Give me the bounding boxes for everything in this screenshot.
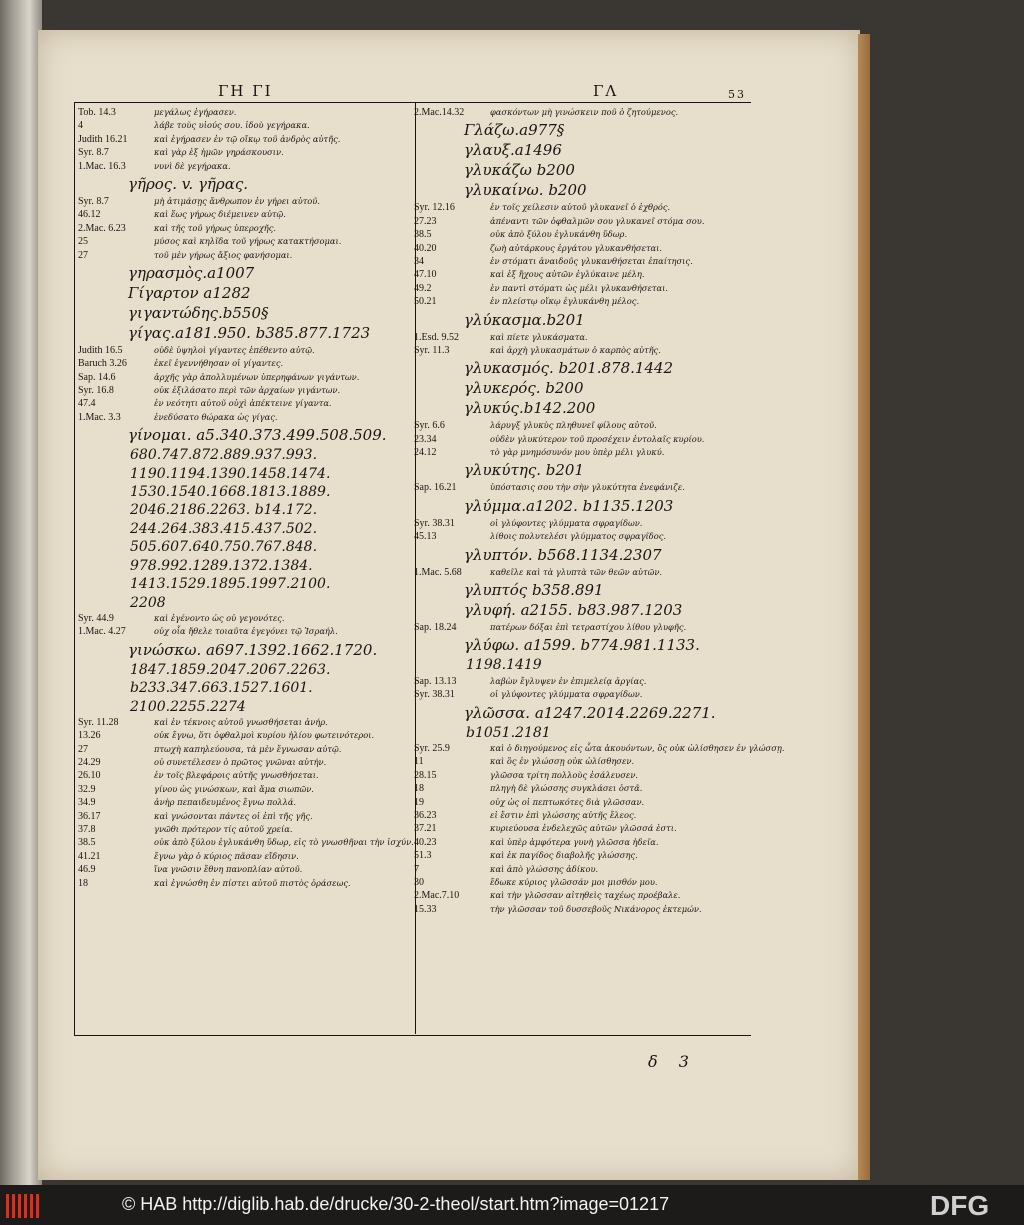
citation-reference: Syr. 25.9 [414,743,450,755]
citation-row [414,282,748,295]
citation-reference: Judith 16.5 [78,344,123,356]
citation-text: γνῶθι πρότερον τίς αὐτοῦ χρεία. [154,824,293,835]
citation-reference: 19 [414,796,424,808]
citation-reference: 23.34 [414,433,437,445]
citation-text: ἔγνω γὰρ ὁ κύριος πᾶσαν εἴδησιν. [154,850,299,861]
citation-text: οὐδὲν γλυκύτερον τοῦ προσέχειν ἐντολαῖς κυρίου. [490,433,705,444]
headword: γλυκύς.b142.200 [464,399,596,418]
citation-text: ἐν νεότητι αὐτοῦ οὐχὶ ἀπέκτεινε γίγαντα. [154,398,332,409]
reference-numbers: 2046.2186.2263. b14.172. [130,502,318,519]
citation-row [78,119,412,132]
signature-mark: δ 3 [648,1052,697,1071]
citation-text: πτωχὴ καπηλεύουσα, τὰ μὲν ἔγνωσαν αὐτῷ. [154,743,342,754]
citation-text: τὴν γλῶσσαν τοῦ δυσσεβοῦς Νικάνορος ἐκτεμών. [490,903,702,914]
citation-text: οὐχ ὡς οἱ πεπτωκότες διὰ γλῶσσαν. [490,796,645,807]
citation-row [78,195,412,208]
citation-reference: 36.17 [78,810,101,822]
citation-reference: 37.21 [414,823,437,835]
citation-row [414,344,748,357]
citation-reference: 37.8 [78,824,96,836]
headword: γλυπτόν. b568.1134.2307 [464,545,662,564]
citation-text: καὶ γνώσονται πάντες οἱ ἐπὶ τῆς γῆς. [154,810,313,821]
reference-numbers: b1051.2181 [466,724,551,741]
citation-reference: 24.29 [78,757,101,769]
headword: γλαυξ.a1496 [464,141,562,160]
citation-text: πληγὴ δὲ γλώσσης συγκλάσει ὀστᾶ. [490,783,643,794]
headword: Γίγαρτον a1282 [128,283,251,302]
citation-reference: Syr. 12.16 [414,202,455,214]
headword: γλυκάζω b200 [464,161,575,180]
headword: γίγας.a181.950. b385.877.1723 [128,323,371,342]
citation-row [78,810,412,823]
headword: Γλάζω.a977§ [464,121,565,140]
citation-reference: Baruch 3.26 [78,358,127,370]
citation-text: οἱ γλύφοντες γλύμματα σφραγίδων. [490,689,643,700]
citation-text: τοῦ μὲν γήρως ἄξιος φανήσομαι. [154,249,293,260]
citation-reference: 1.Mac. 16.3 [78,160,126,172]
reference-numbers: 244.264.383.415.437.502. [130,520,318,537]
citation-reference: 38.5 [414,229,432,241]
citation-reference: 1.Mac. 4.27 [78,626,126,638]
citation-row [78,397,412,410]
page-number: 53 [728,88,746,101]
citation-text: κυριεύουσα ἐνδελεχῶς αὐτῶν γλῶσσά ἐστι. [490,823,677,834]
citation-row [414,481,748,494]
citation-row [78,133,412,146]
citation-text: καὶ τῆς τοῦ γήρως ὑπεροχῆς. [154,222,277,233]
citation-reference: 34.9 [78,797,96,809]
citation-row [78,729,412,742]
reference-numbers: 978.992.1289.1372.1384. [130,557,313,574]
citation-reference: 1.Esd. 9.52 [414,331,459,343]
citation-text: καὶ ἐγένοντο ὡς οὐ γεγονότες. [154,612,285,623]
citation-text: οὐδὲ ὑψηλοὶ γίγαντες ἐπέθεντο αὐτῷ. [154,344,315,355]
citation-row [78,625,412,638]
citation-row [414,796,748,809]
citation-text: καὶ ἀπὸ γλώσσης ἀδίκου. [490,863,599,874]
citation-row [414,242,748,255]
library-logo-icon [6,1194,46,1218]
headword: γλυπτός b358.891 [464,581,604,600]
citation-reference: 51.3 [414,850,432,862]
headword: γιγαντώδης.b550§ [128,303,269,322]
citation-reference: 49.2 [414,282,432,294]
citation-row [414,517,748,530]
citation-reference: Syr. 11.3 [414,344,450,356]
reference-numbers: 1847.1859.2047.2067.2263. [130,661,331,678]
citation-reference: Syr. 11.28 [78,716,119,728]
citation-row [414,621,748,634]
citation-text: πατέρων δόξαι ἐπὶ τετραστίχου λίθου γλυφῆς. [490,622,687,633]
citation-text: ἀνὴρ πεπαιδευμένος ἔγνω πολλά. [154,797,297,808]
citation-row [78,612,412,625]
citation-text: ἐν πλείστῳ οἴκῳ ἐγλυκάνθη μέλος. [490,296,640,307]
citation-row [78,146,412,159]
citation-text: ἐνεδύσατο θώρακα ὡς γίγας. [154,411,278,422]
citation-reference: Syr. 38.31 [414,689,455,701]
citation-reference: 24.12 [414,447,437,459]
citation-text: καὶ τὴν γλῶσσαν αἰτηθεὶς ταχέως προέβαλε. [490,890,681,901]
citation-text: καὶ ὃς ἐν γλώσσῃ οὐκ ὠλίσθησεν. [490,756,635,767]
citation-reference: 46.12 [78,209,101,221]
citation-row [414,268,748,281]
citation-row [78,106,412,119]
citation-row [414,889,748,902]
citation-row [78,160,412,173]
citation-reference: 27 [78,743,88,755]
reference-numbers: b233.347.663.1527.1601. [130,680,313,697]
citation-reference: 18 [78,877,88,889]
footer-bar [0,1185,1024,1225]
citation-text: ἐν τοῖς βλεφάροις αὐτῆς γνωσθήσεται. [154,770,319,781]
citation-row [414,742,785,755]
citation-row [78,222,412,235]
citation-reference: 4 [78,120,83,132]
book-spine [0,0,42,1185]
headword: γλῶσσα. a1247.2014.2269.2271. [464,703,716,722]
citation-row [78,877,412,890]
citation-row [78,836,412,849]
citation-reference: 1.Mac. 3.3 [78,411,121,423]
citation-reference: Syr. 38.31 [414,517,455,529]
citation-row [78,344,412,357]
citation-row [414,849,748,862]
citation-text: οὐκ ἀπὸ ξύλου ἐγλυκάνθη ὕδωρ, εἰς τὸ γνωσθῆναι τὴν ἰσχύν. [154,837,414,848]
citation-reference: 15.33 [414,903,437,915]
citation-reference: 27.23 [414,215,437,227]
citation-row [414,863,748,876]
citation-reference: 1.Mac. 5.68 [414,566,462,578]
citation-reference: Syr. 8.7 [78,195,109,207]
citation-row [78,796,412,809]
citation-row [414,675,748,688]
citation-reference: 50.21 [414,296,437,308]
citation-row [78,756,412,769]
citation-row [78,208,412,221]
citation-row [78,235,412,248]
citation-text: λάρυγξ γλυκὺς πληθυνεῖ φίλους αὐτοῦ. [490,420,657,431]
headword: γλυφή. a2155. b83.987.1203 [464,601,683,620]
citation-reference: 27 [78,249,88,261]
citation-text: οὐκ ἐξιλάσατο περὶ τῶν ἀρχαίων γιγάντων. [154,385,341,396]
citation-text: γίνου ὡς γινώσκων, καὶ ἅμα σιωπῶν. [154,783,314,794]
citation-reference: Sap. 14.6 [78,371,116,383]
citation-row [414,433,748,446]
running-head-right: ΓΛ [593,82,619,100]
reference-numbers: 2100.2255.2274 [130,698,246,715]
citation-reference: 30 [414,876,424,888]
running-head-left: ΓΗ ΓΙ [218,82,273,100]
citation-reference: Sap. 16.21 [414,482,457,494]
citation-reference: Syr. 6.6 [414,420,445,432]
citation-text: καὶ ἐξ ἤχους αὐτῶν ἐγλύκαινε μέλη. [490,269,645,280]
citation-row [78,411,412,424]
citation-reference: Syr. 44.9 [78,612,114,624]
citation-reference: 47.4 [78,398,96,410]
citation-text: ζωὴ αὐτάρκους ἐργάτου γλυκανθήσεται. [490,242,663,253]
citation-reference: 40.20 [414,242,437,254]
citation-reference: 26.10 [78,770,101,782]
citation-text: ἐν τοῖς χείλεσιν αὐτοῦ γλυκανεῖ ὁ ἐχθρός. [490,202,671,213]
citation-row [414,228,748,241]
reference-numbers: 505.607.640.750.767.848. [130,539,318,556]
citation-reference: 7 [414,863,419,875]
citation-row [78,249,412,262]
citation-text: ἀρχῆς γὰρ ἀπολλυμένων ὑπερηφάνων γιγάντων. [154,371,360,382]
headword: γλύμμα.a1202. b1135.1203 [464,496,674,515]
citation-reference: Sap. 13.13 [414,675,457,687]
citation-row [78,783,412,796]
right-column [414,106,785,916]
citation-row [414,201,748,214]
citation-reference: 2.Mac.7.10 [414,890,460,902]
citation-row [78,716,412,729]
citation-row [414,215,748,228]
citation-text: ὑπόστασις σου τὴν σὴν γλυκύτητα ἐνεφάνιζε. [490,482,685,493]
citation-reference: 34 [414,255,424,267]
headword: γίνομαι. a5.340.373.499.508.509. [128,426,387,445]
citation-row [414,822,748,835]
citation-text: καὶ ἕως γήρως διέμεινεν αὐτῷ. [154,209,286,220]
citation-reference: 2.Mac. 6.23 [78,222,126,234]
citation-text: εἰ ἔστιν ἐπὶ γλώσσης αὐτῆς ἔλεος. [490,809,637,820]
citation-row [414,566,748,579]
citation-text: ἵνα γνῶσιν ἔθνη πανοπλίαν αὐτοῦ. [154,864,303,875]
citation-reference: 47.10 [414,269,437,281]
citation-row [78,863,412,876]
citation-text: ἐν παντὶ στόματι ὡς μέλι γλυκανθήσεται. [490,282,668,293]
citation-text: οἱ γλύφοντες γλύμματα σφραγίδων. [490,517,643,528]
page-edge [858,34,870,1180]
citation-row [414,688,748,701]
dfg-logo: DFG [930,1190,990,1221]
citation-text: καὶ ἀρχὴ γλυκασμάτων ὁ καρπὸς αὐτῆς. [490,344,661,355]
citation-text: νυνὶ δὲ γεγήρακα. [154,160,231,171]
citation-text: μὴ ἀτιμάσῃς ἄνθρωπον ἐν γήρει αὐτοῦ. [154,195,320,206]
headword: γῆρος. v. γῆρας. [128,174,249,193]
reference-numbers: 1190.1194.1390.1458.1474. [130,465,331,482]
citation-text: καὶ ὁ διηγούμενος εἰς ὦτα ἀκουόντων, ὃς οὐκ ὠλίσθησεν ἐν γλώσσῃ. [490,743,785,754]
citation-reference: 11 [414,756,424,768]
citation-text: ἔδωκε κύριος γλῶσσάν μοι μισθόν μου. [490,876,658,887]
headword: γηρασμὸς.a1007 [128,263,255,282]
reference-numbers: 680.747.872.889.937.993. [130,447,318,464]
citation-row [78,371,412,384]
reference-numbers: 1413.1529.1895.1997.2100. [130,576,331,593]
citation-text: μεγάλως ἐγήρασεν. [154,107,237,117]
citation-reference: Tob. 14.3 [78,107,116,118]
citation-row [414,106,748,119]
citation-row [414,836,748,849]
reference-numbers: 1198.1419 [466,657,542,674]
citation-row [78,743,412,756]
headword: γλύφω. a1599. b774.981.1133. [464,636,700,655]
citation-text: καὶ πίετε γλυκάσματα. [490,331,588,342]
citation-text: οὐ συνετέλεσεν ὁ πρῶτος γνῶναι αὐτήν. [154,757,327,768]
citation-reference: 2.Mac.14.32 [414,107,465,118]
citation-text: λίθοις πολυτελέσι γλύμματος σφραγῖδος. [490,531,667,542]
citation-row [78,850,412,863]
headword: γλυκερός. b200 [464,379,584,398]
citation-row [414,530,748,543]
citation-row [414,876,748,889]
citation-text: καὶ ὑπὲρ ἀμφότερα γυνὴ γλῶσσα ἡδεῖα. [490,836,659,847]
citation-text: ἐκεῖ ἐγεννήθησαν οἱ γίγαντες. [154,358,284,369]
citation-row [414,446,748,459]
citation-row [414,255,748,268]
citation-text: οὐκ ἔγνω, ὅτι ὀφθαλμοὶ κυρίου ἡλίου φωτεινότεροι. [154,730,375,741]
citation-text: οὐκ ἀπὸ ξύλου ἐγλυκάνθη ὕδωρ. [490,229,628,240]
citation-text: φασκόντων μὴ γινώσκειν ποῦ ὁ ζητούμενος. [490,107,679,117]
citation-text: καὶ ἐγήρασεν ἐν τῷ οἴκῳ τοῦ ἀνδρὸς αὐτῆς. [154,133,341,144]
citation-text: μύσος καὶ κηλῖδα τοῦ γήρως κατακτήσομαι. [154,236,342,247]
citation-text: ἀπέναντι τῶν ὀφθαλμῶν σου γλυκανεῖ στόμα σου. [490,215,705,226]
citation-text: τὸ γὰρ μνημόσυνόν μου ὑπὲρ μέλι γλυκύ. [490,447,665,458]
source-url[interactable]: © HAB http://diglib.hab.de/drucke/30-2-theol/start.htm?image=01217 [122,1194,670,1214]
reference-numbers: 2208 [130,594,166,611]
headword: γινώσκω. a697.1392.1662.1720. [128,640,378,659]
citation-row [414,755,748,768]
citation-row [414,331,748,344]
citation-row [78,357,412,370]
citation-reference: 40.23 [414,836,437,848]
citation-reference: Syr. 16.8 [78,385,114,397]
headword: γλυκαίνω. b200 [464,181,587,200]
citation-text: λάβε τοὺς υἱούς σου. ἰδοὺ γεγήρακα. [154,120,310,131]
headword: γλύκασμα.b201 [464,310,585,329]
citation-text: ἐν στόματι ἀναιδοῦς γλυκανθήσεται ἐπαίτησις. [490,255,693,266]
citation-text: καὶ γὰρ ἐξ ἡμῶν γηράσκουσιν. [154,147,284,158]
citation-row [414,809,748,822]
citation-text: καὶ ἐγνώσθη ἐν πίστει αὐτοῦ πιστὸς ὁράσεως. [154,877,351,888]
citation-row [414,903,748,916]
citation-text: λαβὼν ἔγλυψεν ἐν ἐπιμελείᾳ ἀργίας. [490,675,647,686]
citation-row [414,782,748,795]
citation-reference: 28.15 [414,769,437,781]
citation-reference: 25 [78,236,88,248]
citation-reference: 46.9 [78,864,96,876]
citation-reference: Syr. 8.7 [78,147,109,159]
citation-reference: 18 [414,783,424,795]
citation-reference: 45.13 [414,531,437,543]
headword: γλυκύτης. b201 [464,461,584,480]
citation-row [78,769,412,782]
citation-reference: 38.5 [78,837,96,849]
left-column [78,106,412,890]
citation-reference: 36.23 [414,809,437,821]
book-page [38,30,860,1180]
headword: γλυκασμός. b201.878.1442 [464,359,674,378]
citation-text: οὐχ οἷα ἤθελε τοιαῦτα ἐγεγόνει τῷ Ἰσραήλ. [154,626,338,637]
citation-row [78,384,412,397]
citation-text: καὶ ἐν τέκνοις αὐτοῦ γνωσθήσεται ἀνήρ. [154,716,328,727]
citation-row [78,823,412,836]
citation-row [414,419,748,432]
citation-reference: Judith 16.21 [78,133,128,145]
citation-row [414,769,748,782]
citation-reference: Sap. 18.24 [414,622,457,634]
reference-numbers: 1530.1540.1668.1813.1889. [130,484,331,501]
citation-reference: 32.9 [78,783,96,795]
citation-text: καθεῖλε καὶ τὰ γλυπτὰ τῶν θεῶν αὐτῶν. [490,566,663,577]
citation-reference: 41.21 [78,850,101,862]
citation-row [414,295,748,308]
citation-reference: 13.26 [78,730,101,742]
citation-text: γλῶσσα τρίτη πολλοὺς ἐσάλευσεν. [490,769,639,780]
citation-text: καὶ ἐκ παγίδος διαβολῆς γλώσσης. [490,850,638,861]
